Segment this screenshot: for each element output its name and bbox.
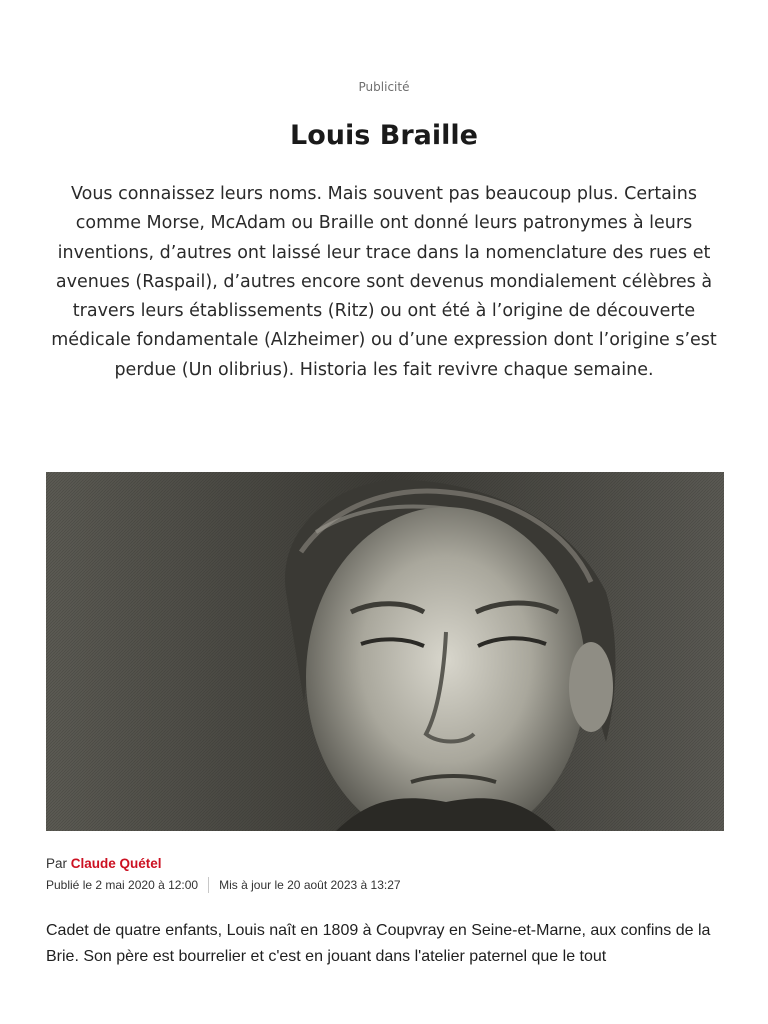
article-portrait-image xyxy=(46,472,724,831)
article-title: Louis Braille xyxy=(290,120,478,151)
byline-prefix: Par xyxy=(46,856,68,871)
article-body: Cadet de quatre enfants, Louis naît en 1809 à Coupvray en Seine-et-Marne, aux confins de la Brie. Son père est bourrelier et c'est en jouant dans l'atelier paternel que le tout xyxy=(46,922,711,965)
article-dates xyxy=(46,877,401,893)
article-intro: Vous connaissez leurs noms. Mais souvent pas beaucoup plus. Certains comme Morse, McAdam ou Braille ont donné leurs patronymes à leurs inventions, d’autres ont laissé leur trace dans la nomenclature des rues et avenues (Raspail), d’autres encore sont devenus mondialement célèbres à travers leurs établissements (Ritz) ou ont été à l’origine de découverte médicale fondamentale (Alzheimer) ou d’une expression dont l’origine s’est perdue (Un olibrius). Historia les fait revivre chaque semaine. xyxy=(51,184,717,380)
advertisement-label: Publicité xyxy=(358,80,410,94)
updated-date: Mis à jour le 20 août 2023 à 13:27 xyxy=(219,878,401,892)
article-byline xyxy=(46,856,162,871)
author-link[interactable]: Claude Quétel xyxy=(70,856,162,871)
portrait-engraving-icon xyxy=(46,472,724,831)
published-date: Publié le 2 mai 2020 à 12:00 xyxy=(46,878,199,892)
date-divider xyxy=(208,877,209,893)
